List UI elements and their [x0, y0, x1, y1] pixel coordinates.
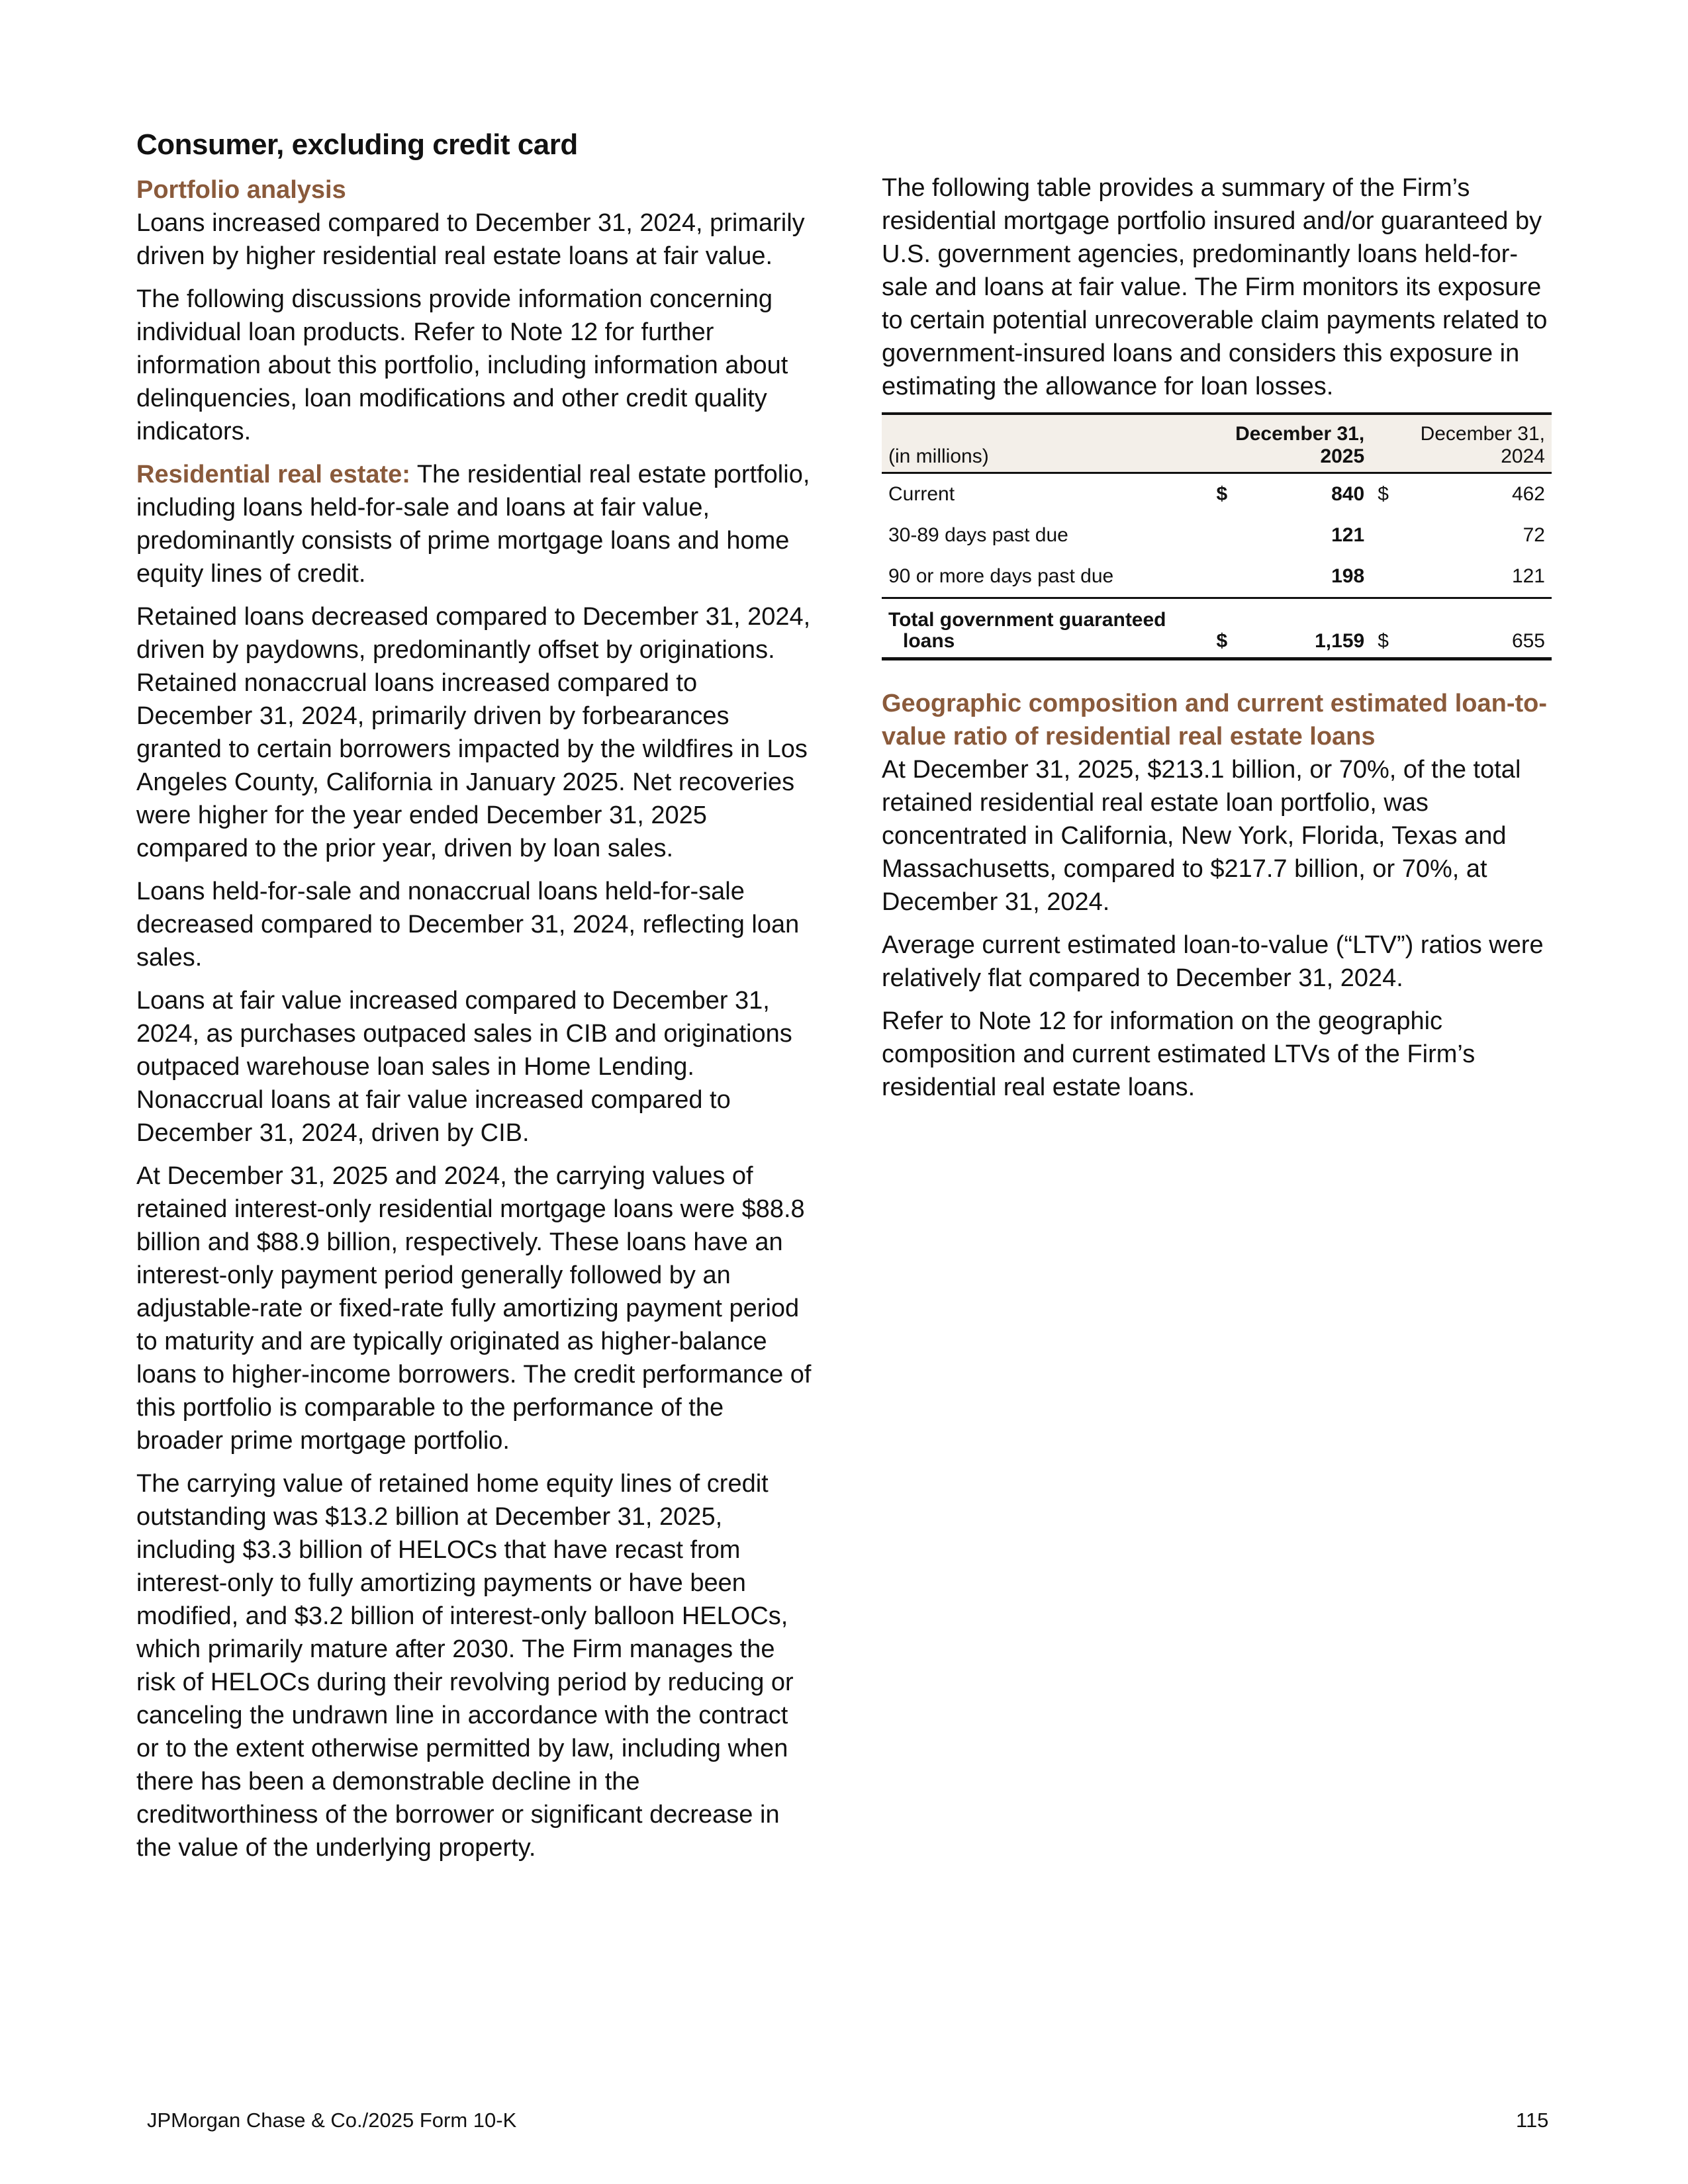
- table-header-row: [882, 414, 1552, 473]
- paragraph-refer-note: Refer to Note 12 for information on the geographic composition and current estimated LTVs of the Firm’s residential real estate loans.: [882, 1007, 1476, 1101]
- paragraph-fair-value: Loans at fair value increased compared to December 31, 2024, as purchases outpaced sales in CIB and originations outpaced warehouse loan sales in Home Lending. Nonaccrual loans at fair value increased compared to December 31, 2024, driven by CIB.: [136, 987, 792, 1147]
- geographic-heading: Geographic composition and current estimated loan-to-value ratio of residential real estate loans: [882, 690, 1547, 751]
- left-column: [136, 173, 812, 1874]
- paragraph-loans-increased: Loans increased compared to December 31, 2024, primarily driven by higher residential real estate loans at fair value.: [136, 209, 805, 270]
- paragraph-geographic-composition: At December 31, 2025, $213.1 billion, or 70%, of the total retained residential real estate loan portfolio, was concentrated in California, New York, Florida, Texas and Massachusetts, compared to $217.7 billion, or 70%, at December 31, 2024.: [882, 756, 1521, 916]
- paragraph-table-intro: The following table provides a summary of the Firm’s residential mortgage portfolio insured and/or guaranteed by U.S. government agencies, predominantly loans held-for-sale and loans at fair value. The Firm monitors its exposure to certain potential unrecoverable claim payments related to government-insured loans and considers this exposure in estimating the allowance for loan losses.: [882, 174, 1548, 400]
- table-total-row: Total government guaranteed loans $ 1,159 $ 655: [882, 598, 1552, 659]
- paragraph-residential-real-estate: [136, 458, 812, 590]
- table-row: 90 or more days past due 198 121: [888, 565, 1545, 587]
- footer-document-title: JPMorgan Chase & Co./2025 Form 10-K: [147, 2109, 517, 2132]
- page-number: 115: [1516, 2109, 1549, 2132]
- unit-label: (in millions): [882, 414, 1210, 473]
- table-row: 30-89 days past due 121 72: [888, 524, 1545, 546]
- paragraph-following-discussions: The following discussions provide information concerning individual loan products. Refer to Note 12 for further information about this portfolio, including information about delinquencies, loan modifications and other credit quality indicators.: [136, 285, 788, 445]
- column-header-2025: December 31, 2025: [1210, 414, 1372, 473]
- paragraph-held-for-sale: Loans held-for-sale and nonaccrual loans held-for-sale decreased compared to December 31, 2024, reflecting loan sales.: [136, 878, 800, 972]
- government-guaranteed-loans-table: [882, 412, 1552, 660]
- column-header-2024: December 31, 2024: [1371, 414, 1552, 473]
- table-row: Current $ 840 $ 462: [888, 483, 1545, 505]
- paragraph-heloc: The carrying value of retained home equity lines of credit outstanding was $13.2 billion at December 31, 2025, including $3.3 billion of HELOCs that have recast from interest-only to fully amortizing payments or have been modified, and $3.2 billion of interest-only balloon HELOCs, which primarily mature after 2030. The Firm manages the risk of HELOCs during their revolving period by reducing or canceling the undrawn line in accordance with the contract or to the extent otherwise permitted by law, including when there has been a demonstrable decline in the creditworthiness of the borrower or significant decrease in the value of the underlying property.: [136, 1470, 794, 1862]
- residential-real-estate-text: The residential real estate portfolio, including loans held-for-sale and loans at fair value, predominantly consists of prime mortgage loans and home equity lines of credit.: [136, 461, 810, 588]
- portfolio-analysis-heading: Portfolio analysis: [136, 176, 346, 204]
- residential-real-estate-heading: Residential real estate:: [136, 461, 410, 488]
- paragraph-retained-loans: Retained loans decreased compared to December 31, 2024, driven by paydowns, predominantly offset by originations. Retained nonaccrual loans increased compared to December 31, 2024, primarily driven by forbearances granted to certain borrowers impacted by the wildfires in Los Angeles County, California in January 2025. Net recoveries were higher for the year ended December 31, 2025 compared to the prior year, driven by loan sales.: [136, 603, 811, 862]
- paragraph-interest-only: At December 31, 2025 and 2024, the carrying values of retained interest-only residential mortgage loans were $88.8 billion and $88.9 billion, respectively. These loans have an interest-only payment period generally followed by an adjustable-rate or fixed-rate fully amortizing payment period to maturity and are typically originated as higher-balance loans to higher-income borrowers. The credit performance of this portfolio is comparable to the performance of the broader prime mortgage portfolio.: [136, 1162, 812, 1455]
- section-title: Consumer, excluding credit card: [136, 128, 578, 161]
- right-column: [882, 171, 1552, 1114]
- paragraph-ltv: Average current estimated loan-to-value (“LTV”) ratios were relatively flat compared to December 31, 2024.: [882, 931, 1544, 992]
- geographic-section: [882, 687, 1552, 1104]
